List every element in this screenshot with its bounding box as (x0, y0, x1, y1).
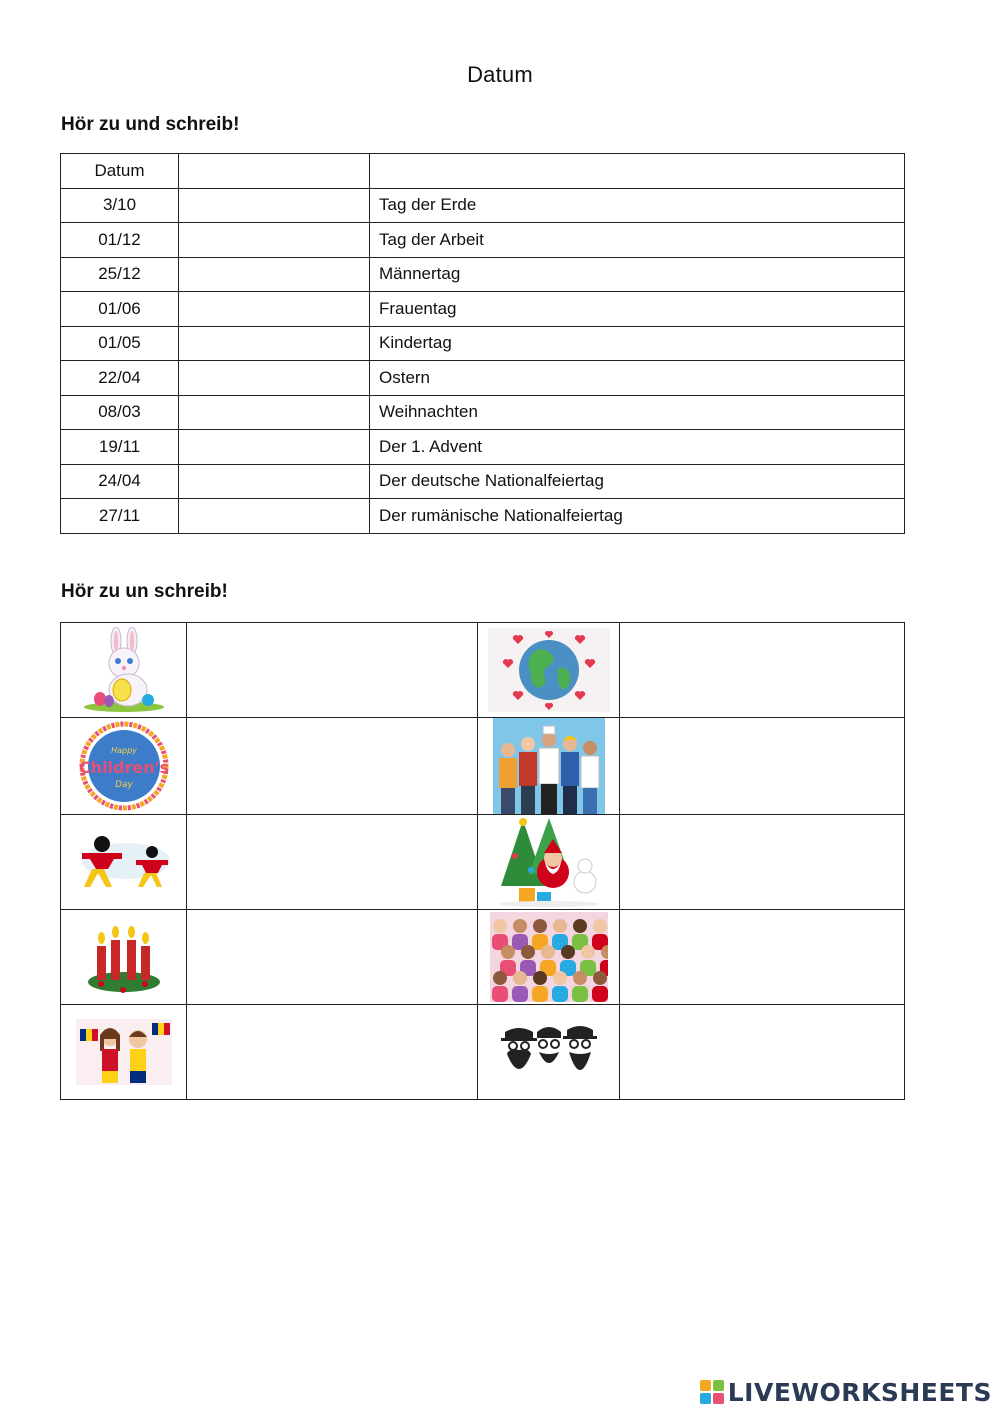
childrens-day-image-cell (61, 718, 187, 815)
answer-box[interactable] (187, 815, 478, 910)
holiday-cell: Frauentag (370, 292, 905, 327)
answer-box[interactable] (187, 718, 478, 815)
holiday-cell: Kindertag (370, 326, 905, 361)
answer-box[interactable] (620, 815, 905, 910)
logo-icon (700, 1380, 724, 1404)
answer-cell[interactable] (179, 361, 370, 396)
easter-bunny-image (78, 627, 170, 713)
answer-box[interactable] (620, 910, 905, 1005)
advent-candles-image (83, 918, 165, 996)
dates-row (61, 223, 905, 258)
answer-box[interactable] (187, 623, 478, 718)
bearded-men-image-cell (478, 1005, 620, 1100)
page-title: Datum (467, 62, 533, 87)
romanian-children-flags-image-cell (61, 1005, 187, 1100)
earth-hearts-image (488, 628, 610, 712)
women-crowd-image-cell (478, 910, 620, 1005)
holiday-cell: Tag der Arbeit (370, 223, 905, 258)
romanian-children-flags-image (76, 1019, 172, 1085)
pictures-row (61, 910, 905, 1005)
holiday-cell: Männertag (370, 257, 905, 292)
answer-box[interactable] (187, 910, 478, 1005)
christmas-santa-image (495, 816, 603, 908)
pictures-row (61, 815, 905, 910)
pictures-row (61, 623, 905, 718)
date-cell: 3/10 (61, 188, 179, 223)
holiday-cell: Der rumänische Nationalfeiertag (370, 499, 905, 534)
section1-heading: Hör zu und schreib! (61, 114, 240, 135)
earth-hearts-image-cell (478, 623, 620, 718)
logo-text: LIVEWORKSHEETS (727, 1377, 992, 1407)
dates-row (61, 326, 905, 361)
date-cell: 27/11 (61, 499, 179, 534)
christmas-santa-image-cell (478, 815, 620, 910)
date-cell: 22/04 (61, 361, 179, 396)
date-cell: 01/12 (61, 223, 179, 258)
header-cell-empty (179, 154, 370, 189)
holiday-cell: Weihnachten (370, 395, 905, 430)
pictures-row (61, 1005, 905, 1100)
answer-box[interactable] (620, 623, 905, 718)
answer-cell[interactable] (179, 188, 370, 223)
dates-row (61, 499, 905, 534)
date-cell: 19/11 (61, 430, 179, 465)
holiday-cell: Tag der Erde (370, 188, 905, 223)
dates-row (61, 361, 905, 396)
date-cell: 01/05 (61, 326, 179, 361)
childrens-day-line2: Children's (78, 758, 169, 777)
liveworksheets-logo (700, 1377, 992, 1407)
dates-row (61, 430, 905, 465)
header-cell-empty (370, 154, 905, 189)
date-cell: 24/04 (61, 464, 179, 499)
dates-row (61, 257, 905, 292)
advent-candles-image-cell (61, 910, 187, 1005)
date-cell: 25/12 (61, 257, 179, 292)
holiday-cell: Ostern (370, 361, 905, 396)
answer-cell[interactable] (179, 326, 370, 361)
answer-cell[interactable] (179, 257, 370, 292)
pictures-row (61, 718, 905, 815)
dates-row (61, 188, 905, 223)
childrens-day-line3: Day (114, 780, 133, 790)
answer-box[interactable] (187, 1005, 478, 1100)
childrens-day-image (71, 721, 177, 811)
easter-bunny-image-cell (61, 623, 187, 718)
answer-cell[interactable] (179, 499, 370, 534)
answer-box[interactable] (620, 1005, 905, 1100)
section2-heading: Hör zu un schreib! (61, 581, 228, 602)
bearded-men-image (499, 1024, 599, 1080)
date-cell: 01/06 (61, 292, 179, 327)
header-cell-datum: Datum (61, 154, 179, 189)
answer-cell[interactable] (179, 430, 370, 465)
holiday-cell: Der deutsche Nationalfeiertag (370, 464, 905, 499)
dates-table (60, 153, 905, 534)
workers-image (493, 718, 605, 814)
women-crowd-image (490, 912, 608, 1002)
answer-cell[interactable] (179, 464, 370, 499)
pictures-table (60, 622, 905, 1100)
dates-header-row (61, 154, 905, 189)
answer-cell[interactable] (179, 395, 370, 430)
german-unity-figures-image (76, 831, 172, 893)
holiday-cell: Der 1. Advent (370, 430, 905, 465)
german-unity-figures-image-cell (61, 815, 187, 910)
dates-row (61, 464, 905, 499)
dates-row (61, 395, 905, 430)
answer-cell[interactable] (179, 292, 370, 327)
workers-image-cell (478, 718, 620, 815)
answer-box[interactable] (620, 718, 905, 815)
date-cell: 08/03 (61, 395, 179, 430)
childrens-day-line1: Happy (110, 746, 137, 755)
answer-cell[interactable] (179, 223, 370, 258)
dates-row (61, 292, 905, 327)
